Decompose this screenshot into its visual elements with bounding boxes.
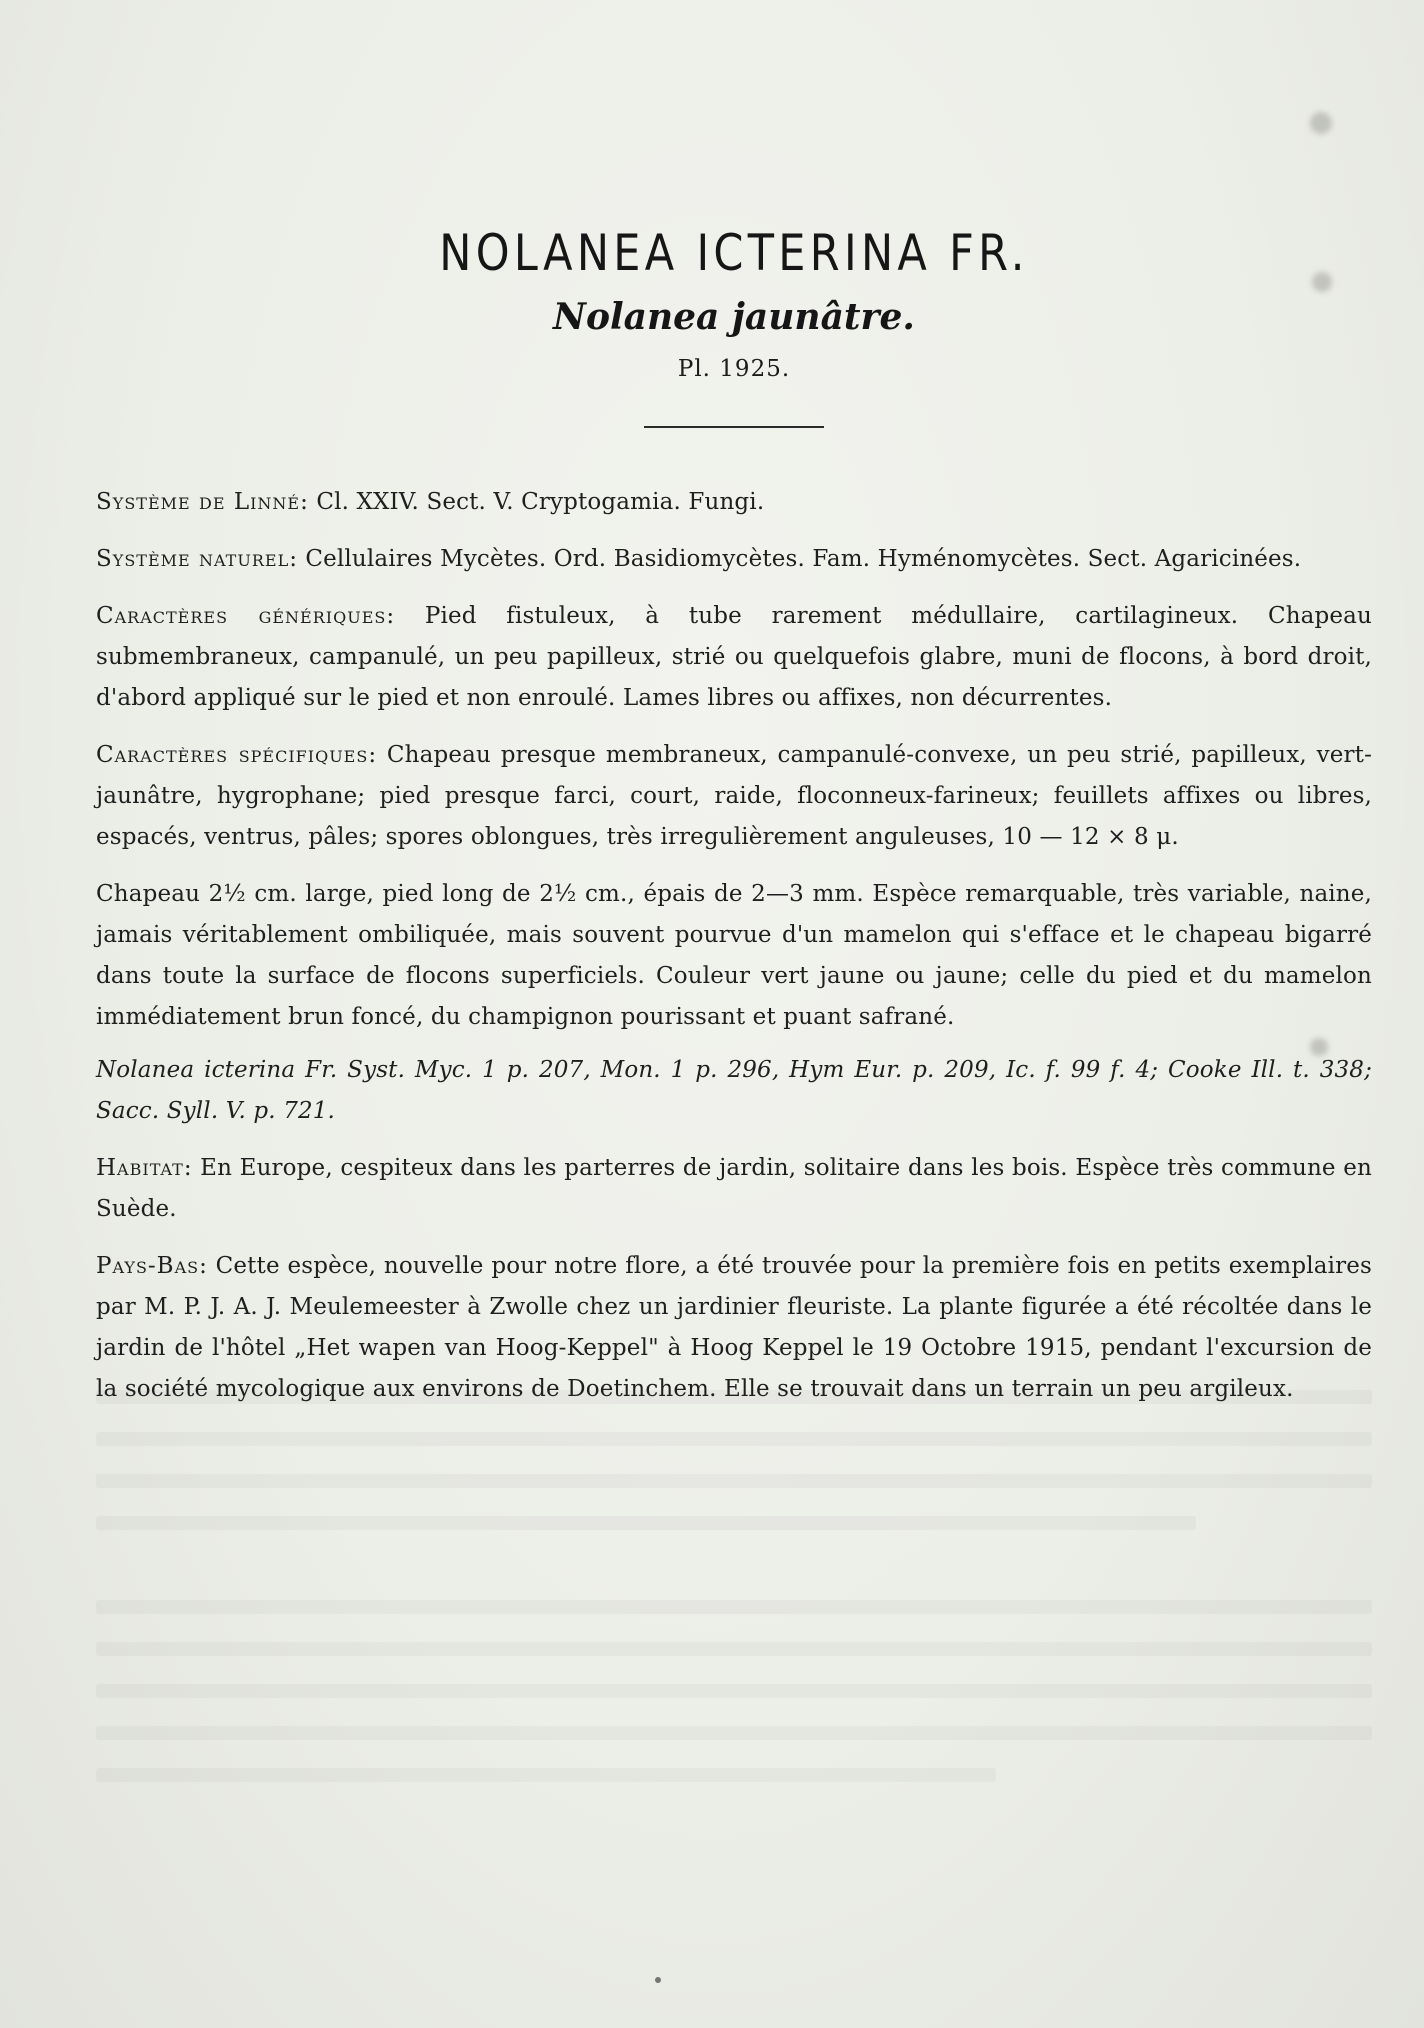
paragraph-pays-bas [96,1246,1372,1410]
show-through-line [96,1516,1196,1530]
paragraph-systeme-naturel [96,539,1372,580]
show-through-line [96,1768,996,1782]
paragraph-label: Caractères spécifiques: [96,742,378,768]
paragraph-label: Caractères génériques: [96,603,396,629]
paragraph-label: Pays-Bas: [96,1253,208,1279]
paragraph-description [96,874,1372,1038]
show-through-line [96,1726,1372,1740]
paragraph-label: Système de Linné: [96,489,309,515]
title-divider [644,426,824,428]
paragraph-text: Cl. XXIV. Sect. V. Cryptogamia. Fungi. [308,489,765,515]
page-subtitle: Nolanea jaunâtre. [553,296,915,338]
show-through-line [96,1474,1372,1488]
paper-speck [1310,112,1332,134]
paragraph-habitat [96,1148,1372,1230]
paragraph-text: Chapeau presque membraneux, campanulé-convexe, un peu strié, papilleux, vert-jaunâtre, hygrophane; pied presque farci, court, raide, floconneux-farineux; feuillets affixes ou libres, espacés, ventrus, pâles; spores oblongues, très irregulièrement anguleuses, 10 — 12 × 8 μ. [96,742,1372,850]
paragraph-text: En Europe, cespiteux dans les parterres de jardin, solitaire dans les bois. Espèce très commune en Suède. [96,1155,1372,1222]
paragraph-label: Habitat: [96,1155,193,1181]
paragraph-caracteres-generiques [96,596,1372,719]
paper-speck [655,1977,661,1983]
document-body [96,220,1372,1426]
show-through-line [96,1642,1372,1656]
paragraph-caracteres-specifiques [96,735,1372,858]
paragraph-text: Nolanea icterina Fr. Syst. Myc. 1 p. 207, Mon. 1 p. 296, Hym Eur. p. 209, Ic. f. 99 f. 4; Cooke Ill. t. 338; Sacc. Syll. V. p. 721. [96,1057,1372,1124]
paragraph-references [96,1050,1372,1132]
page-title: NOLANEA ICTERINA FR. [439,224,1029,282]
show-through-line [96,1684,1372,1698]
paragraph-label: Système naturel: [96,546,298,572]
paragraph-text: Chapeau 2½ cm. large, pied long de 2½ cm., épais de 2—3 mm. Espèce remarquable, très variable, naine, jamais véritablement ombiliquée, mais souvent pourvue d'un mamelon qui s'efface et le chapeau bigarré dans toute la surface de flocons superficiels. Couleur vert jaune ou jaune; celle du pied et du mamelon immédiatement brun foncé, du champignon pourissant et puant safrané. [96,881,1372,1030]
show-through-line [96,1600,1372,1614]
paragraph-text: Cette espèce, nouvelle pour notre flore, a été trouvée pour la première fois en petits exemplaires par M. P. J. A. J. Meulemeester à Zwolle chez un jardinier fleuriste. La plante figurée a été récoltée dans le jardin de l'hôtel „Het wapen van Hoog-Keppel" à Hoog Keppel le 19 Octobre 1915, pendant l'excursion de la société mycologique aux environs de Doetinchem. Elle se trouvait dans un terrain un peu argileux. [96,1253,1372,1402]
paragraph-text: Pied fistuleux, à tube rarement médullaire, cartilagineux. Chapeau submembraneux, campanulé, un peu papilleux, strié ou quelquefois glabre, muni de flocons, à bord droit, d'abord appliqué sur le pied et non enroulé. Lames libres ou affixes, non décurrentes. [96,603,1372,711]
plate-number: Pl. 1925. [677,356,791,382]
paragraph-linne [96,482,1372,523]
paragraph-text: Cellulaires Mycètes. Ord. Basidiomycètes. Fam. Hyménomycètes. Sect. Agaricinées. [297,546,1302,572]
show-through-line [96,1432,1372,1446]
